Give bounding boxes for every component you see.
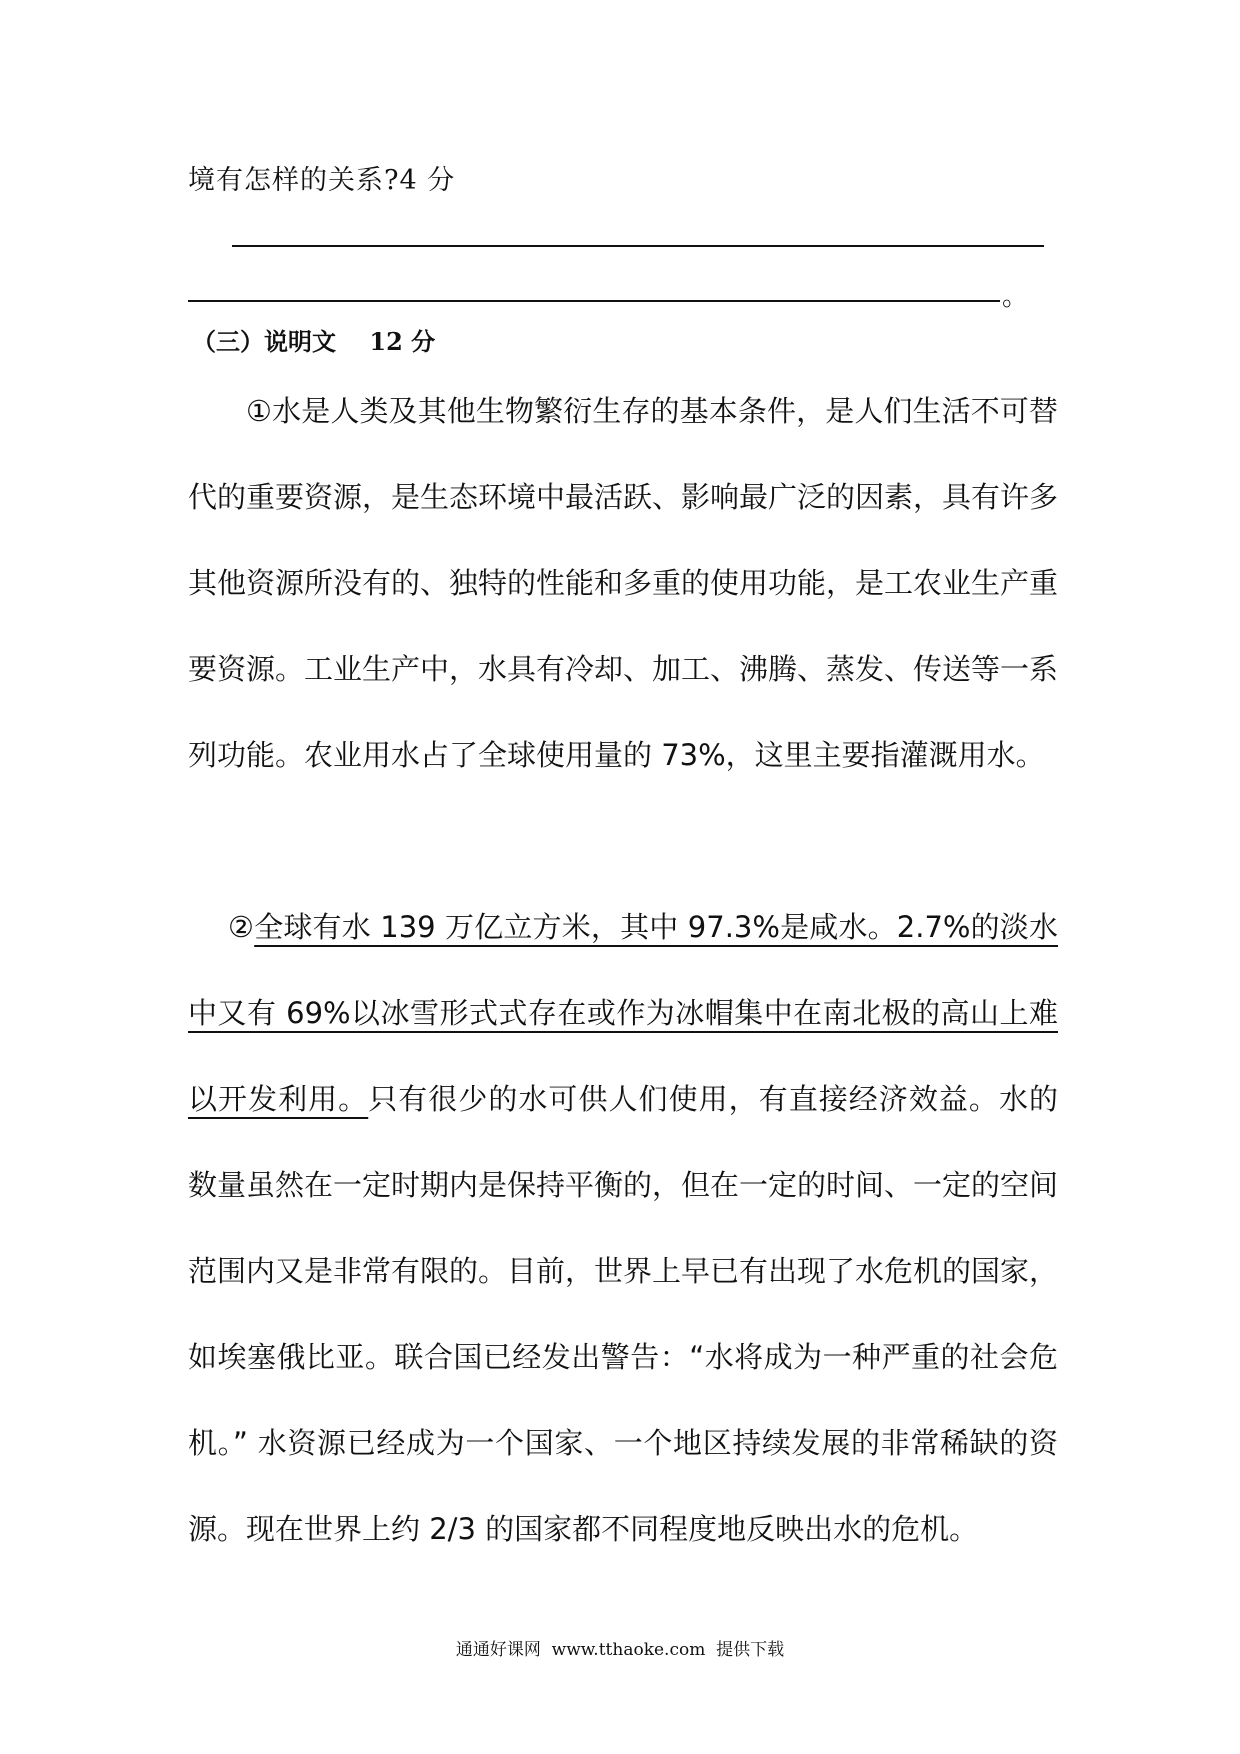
paragraph-1: ①水是人类及其他生物繁衍生存的基本条件，是人们生活不可替代的重要资源，是生态环境中最活跃、影响最广泛的因素，具有许多其他资源所没有的、独特的性能和多重的使用功能，是工农业生产重要资源。工业生产中，水具有冷却、加工、沸腾、蒸发、传送等一系列功能。农业用水占了全球使用量的 73%，这里主要指灌溉用水。: [188, 394, 1059, 772]
section-heading: （三）说明文 12 分: [192, 327, 436, 356]
question-continuation: 境有怎样的关系?4 分: [188, 165, 456, 196]
paragraph-2-marker: ②: [228, 910, 255, 944]
answer-line-1: [232, 245, 1044, 247]
paragraph-2-text: 只有很少的水可供人们使用，有直接经济效益。水的数量虽然在一定时期内是保持平衡的，但在一定的时间、一定的空间范围内又是非常有限的。目前，世界上早已有出现了水危机的国家，如埃塞俄比亚。联合国已经发出警告：“水将成为一种严重的社会危机。” 水资源已经成为一个国家、一个地区持续发展的非常稀缺的资源。现在世界上约 2/3 的国家都不同程度地反映出水的危机。: [188, 1082, 1059, 1546]
answer-line-2: [188, 300, 1000, 302]
paragraph-2: [188, 884, 1058, 1572]
paragraph-2-underlined-text: 全球有水 139 万亿立方米，其中 97.3%是咸水。2.7%的淡水中又有 69%以冰雪形式式存在或作为冰帽集中在南北极的高山上难以开发利用。: [188, 910, 1059, 1116]
page-footer: 通通好课网 www.tthaoke.com 提供下载: [455, 1640, 785, 1660]
answer-line-end-mark: 。: [1002, 282, 1029, 312]
